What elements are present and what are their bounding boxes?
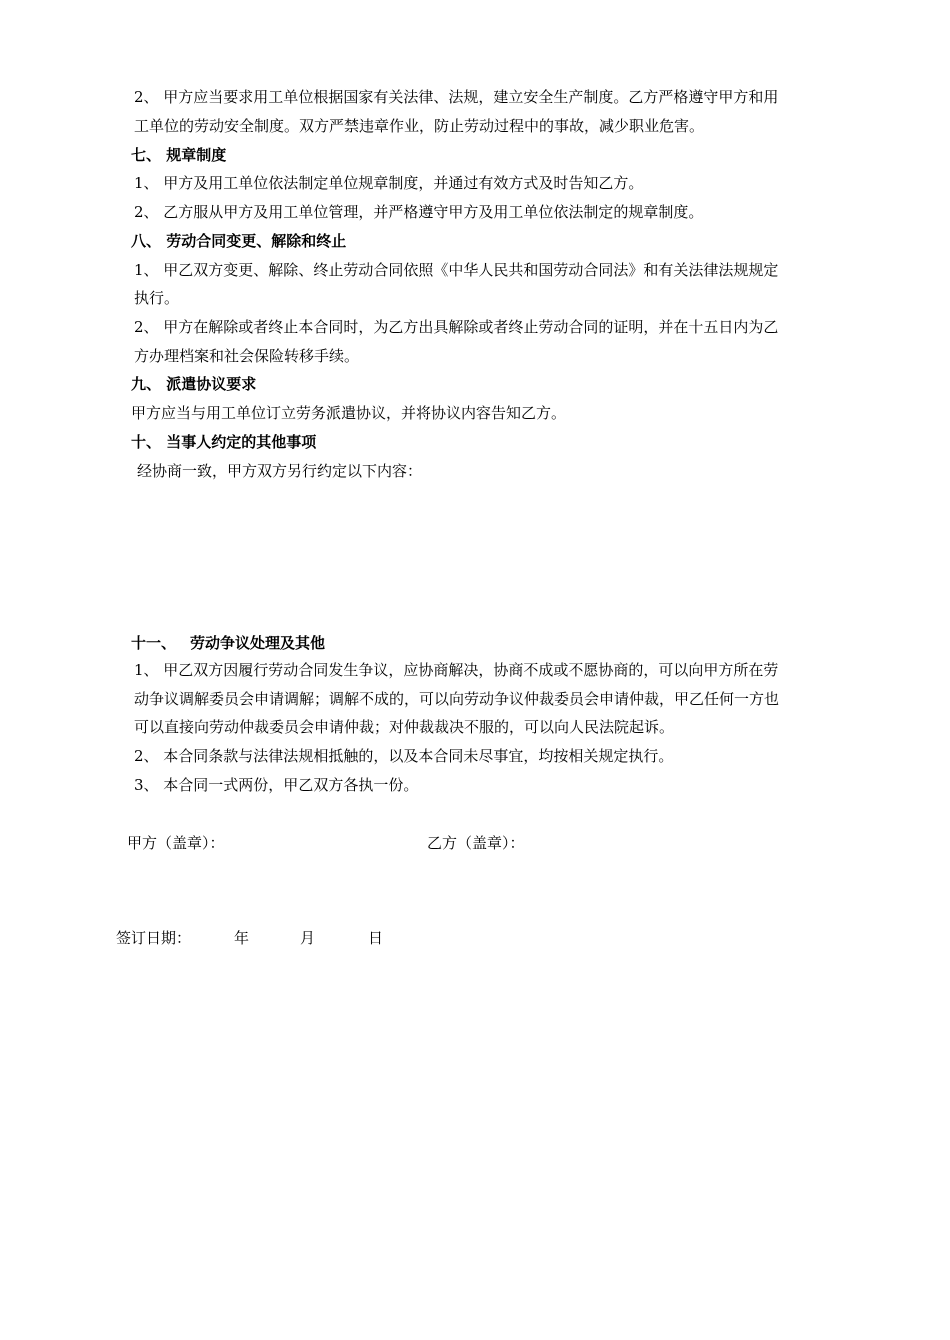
sec11-item1-line1: 1、 甲乙双方因履行劳动合同发生争议，应协商解决，协商不成或不愿协商的，可以向甲方所在劳 (134, 661, 779, 679)
signing-year-label: 年 (234, 929, 250, 947)
sec10-text: 经协商一致，甲方双方另行约定以下内容： (137, 462, 423, 480)
sec11-item1-line3: 可以直接向劳动仲裁委员会申请仲裁；对仲裁裁决不服的，可以向人民法院起诉。 (134, 718, 675, 736)
sec8-item2-line1: 2、 甲方在解除或者终止本合同时，为乙方出具解除或者终止劳动合同的证明，并在十五日内为乙 (134, 318, 779, 336)
sec11-heading-text: 劳动争议处理及其他 (190, 634, 326, 652)
sec8-item1-line1: 1、 甲乙双方变更、解除、终止劳动合同依照《中华人民共和国劳动合同法》和有关法律法规规定 (134, 261, 779, 279)
sec7-heading: 七、 规章制度 (131, 146, 227, 164)
signing-date-label: 签订日期： (116, 929, 192, 947)
sec9-heading: 九、 派遣协议要求 (131, 375, 257, 393)
sec8-heading: 八、 劳动合同变更、解除和终止 (131, 232, 347, 250)
sec11-item3: 3、 本合同一式两份，甲乙双方各执一份。 (134, 776, 419, 794)
sec6-item2-line2: 工单位的劳动安全制度。双方严禁违章作业，防止劳动过程中的事故，减少职业危害。 (134, 117, 705, 135)
sec7-item2: 2、 乙方服从甲方及用工单位管理，并严格遵守甲方及用工单位依法制定的规章制度。 (134, 203, 704, 221)
sec10-heading: 十、 当事人约定的其他事项 (131, 433, 317, 451)
party-a-seal-label: 甲方（盖章）： (127, 834, 225, 852)
sec11-heading-num: 十一、 (131, 634, 177, 652)
sec8-item2-line2: 方办理档案和社会保险转移手续。 (134, 347, 360, 365)
signing-day-label: 日 (368, 929, 384, 947)
sec9-text: 甲方应当与用工单位订立劳务派遣协议，并将协议内容告知乙方。 (131, 404, 567, 422)
party-b-seal-label: 乙方（盖章）： (427, 834, 525, 852)
sec8-item1-line2: 执行。 (134, 289, 180, 307)
sec11-item1-line2: 动争议调解委员会申请调解；调解不成的，可以向劳动争议仲裁委员会申请仲裁，甲乙任何一方也 (134, 690, 780, 708)
sec7-item1: 1、 甲方及用工单位依法制定单位规章制度，并通过有效方式及时告知乙方。 (134, 174, 644, 192)
sec6-item2-line1: 2、 甲方应当要求用工单位根据国家有关法律、法规，建立安全生产制度。乙方严格遵守甲方和用 (134, 88, 779, 106)
signing-month-label: 月 (300, 929, 316, 947)
sec11-item2: 2、 本合同条款与法律法规相抵触的，以及本合同未尽事宜，均按相关规定执行。 (134, 747, 674, 765)
